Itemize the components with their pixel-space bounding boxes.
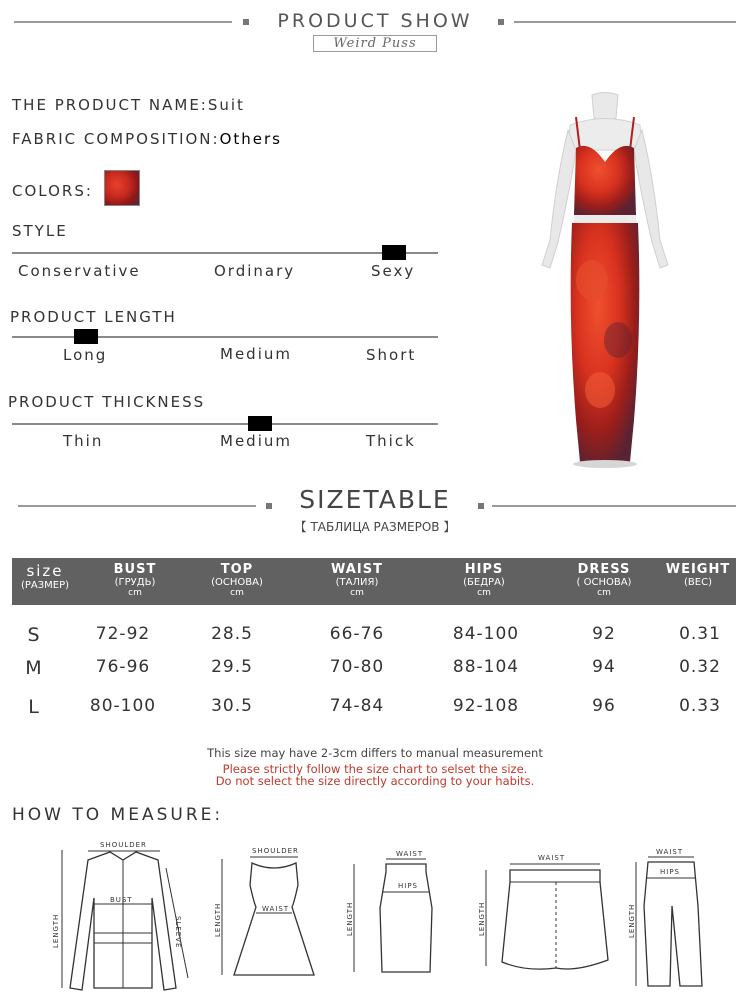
row-l-top: 30.5: [211, 696, 253, 716]
length-option-medium: Medium: [220, 345, 292, 363]
length-label: PRODUCT LENGTH: [10, 308, 177, 326]
header-dot-right: [498, 19, 504, 25]
product-name-row: [12, 96, 245, 114]
mini-skirt-waist-label: WAIST: [538, 854, 566, 862]
mini-skirt-measure-diagram: [476, 850, 616, 980]
product-name-label: THE PRODUCT NAME:: [12, 96, 208, 114]
dress-length-label: LENGTH: [214, 902, 222, 937]
fabric-label: FABRIC COMPOSITION:: [12, 130, 220, 148]
pants-illustration: [622, 846, 722, 996]
col-top: TOP (ОСНОВА) cm: [211, 562, 263, 598]
thickness-label: PRODUCT THICKNESS: [8, 393, 206, 411]
col-waist: WAIST (ТАЛИЯ) cm: [331, 562, 383, 598]
dress-waist-label: WAIST: [262, 905, 290, 913]
style-option-ordinary: Ordinary: [214, 262, 296, 280]
style-option-conservative: Conservative: [18, 262, 141, 280]
col-size: size (РАЗМЕР): [20, 562, 70, 591]
pants-waist-label: WAIST: [656, 848, 684, 856]
thickness-option-thin: Thin: [63, 432, 104, 450]
dress-illustration: [214, 845, 324, 990]
row-s-weight: 0.31: [679, 624, 721, 644]
jacket-bust-label: BUST: [110, 896, 133, 904]
header-line-right: [514, 21, 736, 23]
row-s-top: 28.5: [211, 624, 253, 644]
jacket-length-label: LENGTH: [52, 913, 60, 948]
jacket-illustration: [48, 838, 198, 993]
dress-measure-diagram: [214, 845, 324, 990]
skirt-measure-diagram: [340, 848, 445, 978]
row-m-bust: 76-96: [95, 657, 151, 677]
style-label: STYLE: [12, 222, 68, 240]
col-hips: HIPS (БЕДРА) cm: [463, 562, 505, 598]
thickness-selected-marker: [248, 416, 272, 431]
size-table-header: [12, 558, 736, 605]
mannequin-illustration: [530, 90, 680, 470]
style-scale-line: [12, 252, 438, 254]
mini-skirt-illustration: [476, 850, 616, 980]
pants-measure-diagram: [622, 846, 722, 996]
row-m-hips: 88-104: [452, 657, 520, 677]
brand-name: Weird Puss: [313, 35, 437, 52]
pants-hips-label: HIPS: [660, 868, 680, 876]
thickness-option-medium: Medium: [220, 432, 292, 450]
skirt-hips-label: HIPS: [398, 882, 418, 890]
length-selected-marker: [74, 329, 98, 344]
row-m-waist: 70-80: [329, 657, 385, 677]
row-s-dress: 92: [592, 624, 616, 644]
color-swatch[interactable]: [104, 170, 140, 206]
skirt-length-label: LENGTH: [346, 901, 354, 936]
row-m-top: 29.5: [211, 657, 253, 677]
style-selected-marker: [382, 245, 406, 260]
how-to-measure-title: HOW TO MEASURE:: [12, 805, 224, 825]
length-option-long: Long: [63, 346, 108, 364]
row-m-size: M: [25, 657, 43, 679]
row-l-weight: 0.33: [679, 696, 721, 716]
mini-skirt-length-label: LENGTH: [478, 901, 486, 936]
col-bust: BUST (ГРУДЬ) cm: [113, 562, 157, 598]
row-l-size: L: [28, 696, 40, 718]
note-measurement: This size may have 2-3cm differs to manual measurement: [207, 746, 543, 760]
length-option-short: Short: [366, 346, 417, 364]
row-l-hips: 92-108: [452, 696, 520, 716]
row-s-hips: 84-100: [452, 624, 520, 644]
fabric-row: [12, 130, 282, 148]
jacket-measure-diagram: [48, 838, 198, 993]
colors-label: COLORS:: [12, 182, 93, 200]
page-title: PRODUCT SHOW: [277, 10, 473, 32]
sizetable-line-right: [492, 505, 736, 507]
pants-length-label: LENGTH: [628, 903, 636, 938]
product-photo: [530, 90, 680, 470]
row-s-bust: 72-92: [95, 624, 151, 644]
row-l-waist: 74-84: [329, 696, 385, 716]
row-s-waist: 66-76: [329, 624, 385, 644]
sizetable-dot-right: [478, 503, 484, 509]
skirt-illustration: [340, 848, 445, 978]
dress-shoulder-label: SHOULDER: [252, 847, 299, 855]
row-l-dress: 96: [592, 696, 616, 716]
product-name-value: Suit: [207, 96, 245, 114]
thickness-scale-line: [12, 423, 438, 425]
note-warning-1: Please strictly follow the size chart to selset the size.: [222, 762, 528, 776]
row-m-dress: 94: [592, 657, 616, 677]
skirt-waist-label: WAIST: [396, 850, 424, 858]
style-option-sexy: Sexy: [371, 262, 416, 280]
col-dress: DRESS ( ОСНОВА) cm: [576, 562, 632, 598]
thickness-option-thick: Thick: [366, 432, 416, 450]
row-m-weight: 0.32: [679, 657, 721, 677]
sizetable-title: SIZETABLE: [299, 485, 451, 514]
sizetable-subtitle: 【 ТАБЛИЦА РАЗМЕРОВ 】: [294, 520, 456, 534]
row-s-size: S: [27, 624, 41, 646]
jacket-shoulder-label: SHOULDER: [100, 841, 147, 849]
row-l-bust: 80-100: [89, 696, 157, 716]
fabric-value: Others: [219, 130, 282, 148]
col-weight: WEIGHT (ВЕС): [665, 562, 731, 588]
jacket-sleeve-label: SLEEVE: [174, 916, 182, 949]
note-warning-2: Do not select the size directly according to your habits.: [215, 774, 535, 788]
